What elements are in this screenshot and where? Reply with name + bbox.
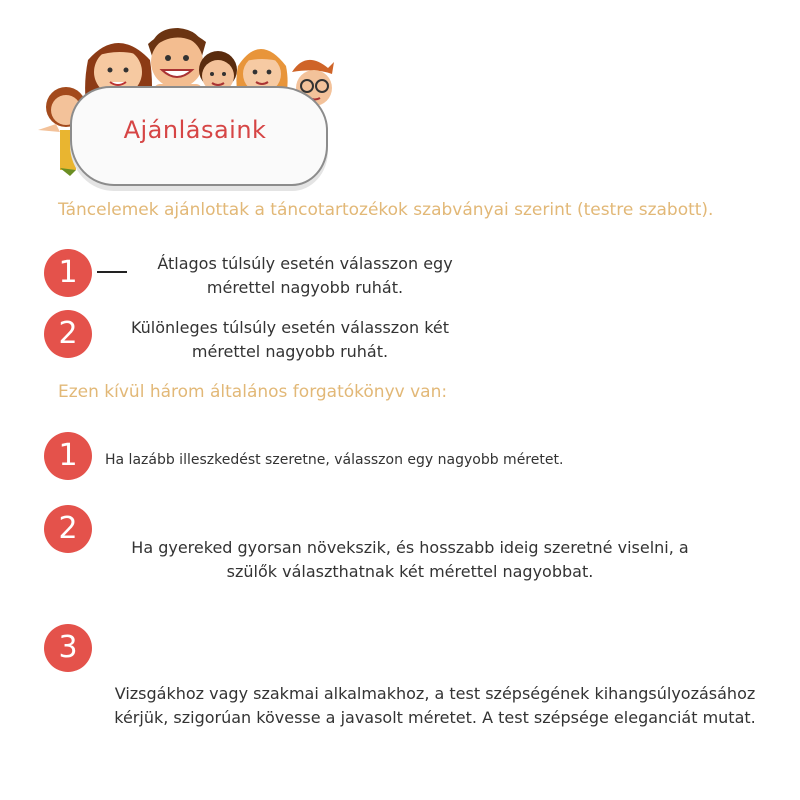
number-badge-2: 2 <box>44 310 92 358</box>
recommendation-1-text: Átlagos túlsúly esetén válasszon egy mérettel nagyobb ruhát. <box>157 254 453 297</box>
dash-decoration <box>97 271 127 273</box>
number-badge-1: 1 <box>44 249 92 297</box>
scenario-2-text: Ha gyereked gyorsan növekszik, és hosszabb ideig szeretné viselni, a szülők választhatnak két mérettel nagyobbat. <box>131 538 689 581</box>
scenario-badge-3: 3 <box>44 624 92 672</box>
scenario-1-text: Ha lazább illeszkedést szeretne, válasszon egy nagyobb méretet. <box>105 452 564 468</box>
scenarios-heading: Ezen kívül három általános forgatókönyv van: <box>58 382 448 402</box>
scenario-3-text: Vizsgákhoz vagy szakmai alkalmakhoz, a test szépségének kihangsúlyozásához kérjük, szigorúan kövesse a javasolt méretet. A test szépsége eleganciát mutat. <box>114 684 756 727</box>
scenario-badge-1: 1 <box>44 432 92 480</box>
scenario-badge-2: 2 <box>44 505 92 553</box>
intro-text: Táncelemek ajánlottak a táncotartozékok szabványai szerint (testre szabott). <box>58 200 714 220</box>
page-title: Ajánlásaink <box>123 116 267 144</box>
recommendation-2-text: Különleges túlsúly esetén válasszon két mérettel nagyobb ruhát. <box>130 318 450 361</box>
